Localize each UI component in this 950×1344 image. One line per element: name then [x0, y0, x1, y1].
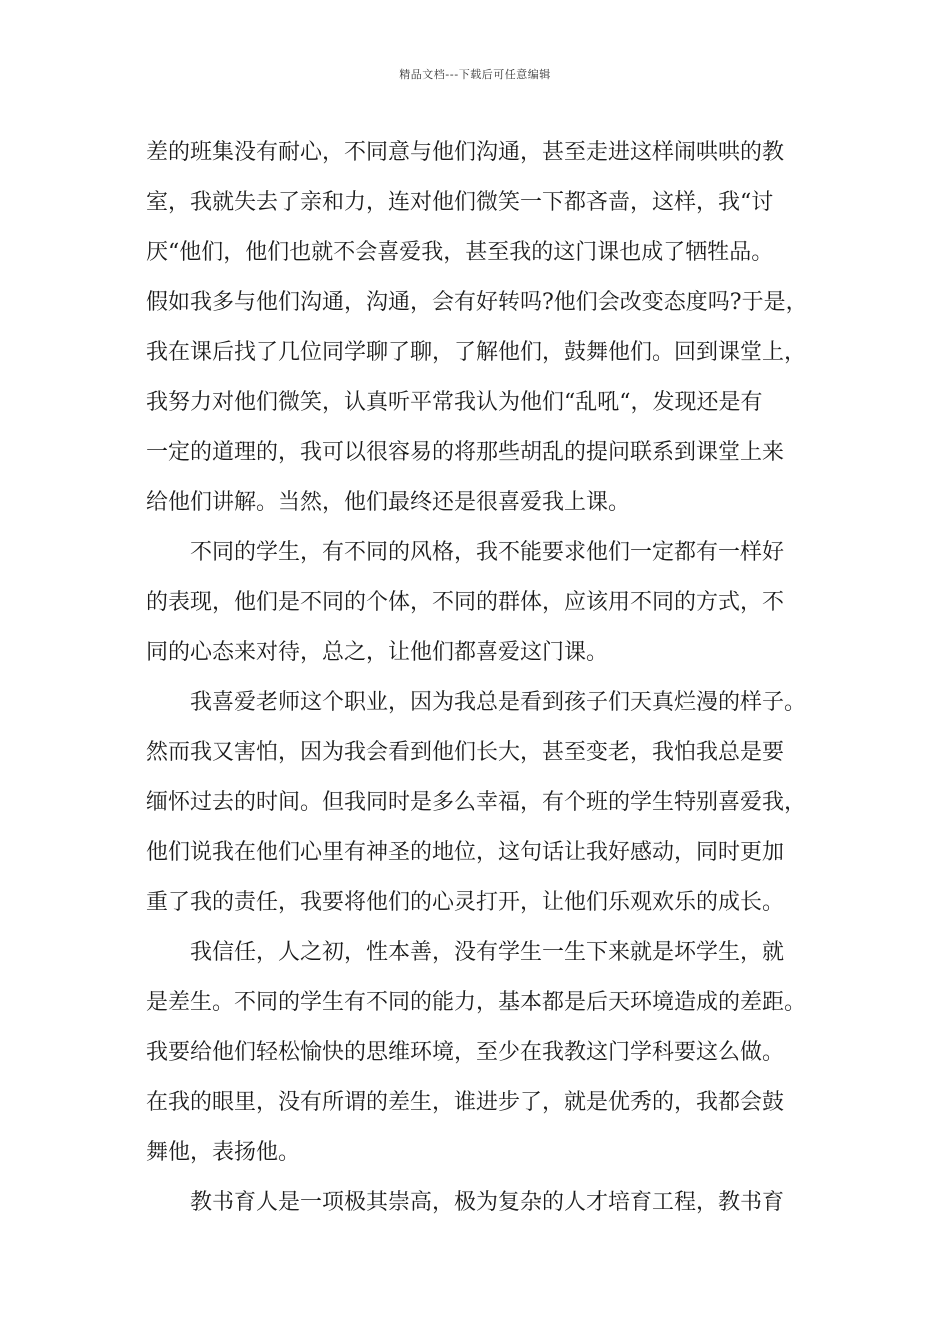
text-line: 同的心态来对待，总之，让他们都喜爱这门课。	[146, 640, 609, 665]
text-line: 一定的道理的，我可以很容易的将那些胡乱的提问联系到课堂上来	[146, 440, 785, 465]
text-line: 他们说我在他们心里有神圣的地位，这句话让我好感动，同时更加	[146, 840, 785, 865]
text-line: 我喜爱老师这个职业，因为我总是看到孩子们天真烂漫的样子。	[190, 690, 807, 715]
text-line: 我要给他们轻松愉快的思维环境，至少在我教这门学科要这么做。	[146, 1040, 785, 1065]
text-line: 然而我又害怕，因为我会看到他们长大，甚至变老，我怕我总是要	[146, 740, 785, 765]
text-line: 舞他，表扬他。	[146, 1140, 301, 1165]
text-line: 给他们讲解。当然，他们最终还是很喜爱我上课。	[146, 490, 631, 515]
text-line: 缅怀过去的时间。但我同时是多么幸福，有个班的学生特别喜爱我，	[146, 790, 807, 815]
text-line: 厌“他们，他们也就不会喜爱我，甚至我的这门课也成了牺牲品。	[146, 240, 774, 265]
text-line: 室，我就失去了亲和力，连对他们微笑一下都吝啬，这样，我“讨	[146, 190, 774, 215]
text-line: 差的班集没有耐心，不同意与他们沟通，甚至走进这样闹哄哄的教	[146, 140, 785, 165]
text-line: 假如我多与他们沟通，沟通，会有好转吗?他们会改变态度吗?于是，	[146, 290, 808, 315]
text-line: 我信任，人之初，性本善，没有学生一生下来就是坏学生，就	[190, 940, 785, 965]
text-line: 不同的学生，有不同的风格，我不能要求他们一定都有一样好	[190, 540, 785, 565]
text-line: 重了我的责任，我要将他们的心灵打开，让他们乐观欢乐的成长。	[146, 890, 785, 915]
text-line: 的表现，他们是不同的个体，不同的群体，应该用不同的方式，不	[146, 590, 785, 615]
page-header: 精品文档---下载后可任意编辑	[399, 68, 551, 81]
text-line: 我在课后找了几位同学聊了聊，了解他们，鼓舞他们。回到课堂上，	[146, 340, 807, 365]
text-line: 我努力对他们微笑，认真听平常我认为他们“乱吼“，发现还是有	[146, 390, 763, 415]
text-line: 在我的眼里，没有所谓的差生，谁进步了，就是优秀的，我都会鼓	[146, 1090, 785, 1115]
text-line: 是差生。不同的学生有不同的能力，基本都是后天环境造成的差距。	[146, 990, 807, 1015]
text-line: 教书育人是一项极其崇高，极为复杂的人才培育工程，教书育	[190, 1190, 785, 1215]
